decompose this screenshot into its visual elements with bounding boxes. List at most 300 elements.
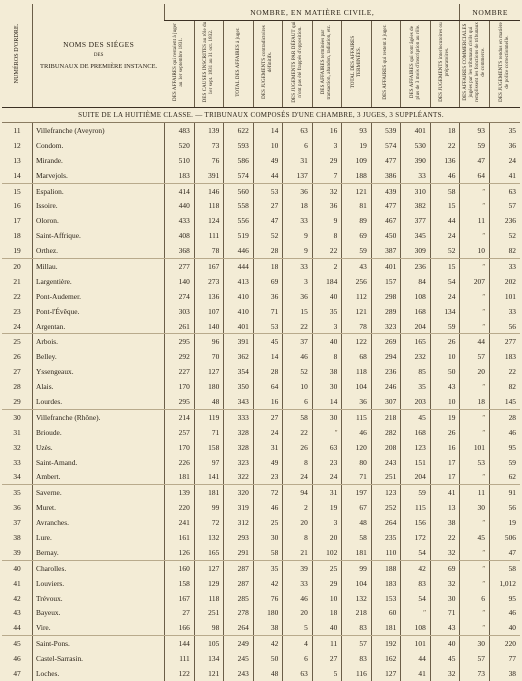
value-cell: 467 [371, 213, 401, 228]
value-cell: 41 [401, 666, 431, 681]
column-header [371, 21, 401, 108]
value-cell: 539 [371, 123, 401, 138]
value-cell: 19 [312, 500, 342, 515]
value-cell: 203 [401, 394, 431, 409]
table-row [2, 183, 520, 198]
value-cell: 18 [253, 259, 283, 274]
value-cell: 18 [430, 123, 460, 138]
table-row [2, 198, 520, 213]
value-cell: 287 [224, 576, 254, 591]
value-cell: 312 [224, 515, 254, 530]
value-cell: 31 [312, 485, 342, 500]
tribunal-name: Espalion. [33, 183, 165, 198]
value-cell: 188 [342, 168, 372, 183]
value-cell: 35 [489, 123, 520, 138]
value-cell: 52 [430, 243, 460, 258]
value-cell: 43 [430, 620, 460, 635]
value-cell: 11 [460, 213, 490, 228]
row-number: 40 [13, 563, 21, 573]
value-cell: 67 [342, 500, 372, 515]
value-cell: 33 [489, 259, 520, 274]
row-number: 30 [13, 412, 21, 422]
value-cell: 204 [401, 469, 431, 484]
value-cell: 243 [371, 455, 401, 470]
value-cell: 343 [224, 394, 254, 409]
value-cell: 168 [401, 425, 431, 440]
value-cell: 28 [253, 243, 283, 258]
table-row [2, 123, 520, 138]
row-number: 28 [13, 382, 21, 392]
value-cell: 127 [194, 560, 224, 575]
table-row [2, 469, 520, 484]
value-cell: 294 [371, 349, 401, 364]
value-cell: 7 [312, 168, 342, 183]
value-cell: 112 [342, 289, 372, 304]
value-cell: 97 [194, 455, 224, 470]
value-cell: 204 [401, 319, 431, 334]
value-cell: 76 [194, 153, 224, 168]
value-cell: 29 [312, 153, 342, 168]
value-cell: 8 [283, 530, 313, 545]
value-cell: 136 [430, 153, 460, 168]
value-cell: 3 [283, 274, 313, 289]
column-header-label: TOTAL DES AFFAIRES à juger. [235, 27, 241, 97]
value-cell: 227 [165, 364, 195, 379]
value-cell: 18 [312, 606, 342, 621]
value-cell: 132 [194, 530, 224, 545]
column-header-label: DES AFFAIRES qui restent à juger. [383, 24, 389, 100]
value-cell: 183 [371, 576, 401, 591]
civil-group-header: NOMBRE, EN MATIÈRE CIVILE, [165, 4, 460, 21]
tribunal-name: Avranches. [33, 515, 165, 530]
value-cell: 319 [224, 500, 254, 515]
value-cell: 277 [165, 259, 195, 274]
value-cell: 36 [342, 394, 372, 409]
value-cell: 165 [401, 334, 431, 349]
value-cell: 273 [194, 274, 224, 289]
value-cell: 251 [194, 606, 224, 621]
value-cell: 53 [253, 319, 283, 334]
value-cell: 42 [401, 560, 431, 575]
row-number: 23 [13, 306, 21, 316]
value-cell: 40 [312, 620, 342, 635]
table-row [2, 606, 520, 621]
value-cell: 59 [430, 319, 460, 334]
value-cell: 36 [489, 138, 520, 153]
value-cell: 401 [224, 319, 254, 334]
value-cell: 140 [194, 319, 224, 334]
value-cell: 84 [401, 274, 431, 289]
value-cell: 345 [401, 228, 431, 243]
column-header-label: TOTAL DES AFFAIRES TERMINÉES. [350, 35, 362, 89]
row-number: 15 [13, 186, 21, 196]
value-cell: 354 [224, 364, 254, 379]
value-cell: 31 [253, 440, 283, 455]
section-title: SUITE DE LA HUITIÈME CLASSE. — TRIBUNAUX COMPOSÉS D'UNE CHAMBRE, 3 JUGES, 3 SUPPLÉANTS. [2, 108, 520, 123]
column-header [342, 21, 372, 108]
value-cell: 413 [224, 274, 254, 289]
value-cell: 27 [165, 606, 195, 621]
value-cell: 107 [194, 304, 224, 319]
value-cell: ″ [460, 576, 490, 591]
value-cell: 58 [430, 183, 460, 198]
value-cell: 16 [430, 440, 460, 455]
table-row [2, 168, 520, 183]
value-cell: 22 [312, 243, 342, 258]
value-cell: ″ [460, 289, 490, 304]
tribunal-name: Arbois. [33, 334, 165, 349]
column-header [165, 21, 195, 108]
row-number: 24 [2, 319, 33, 334]
value-cell: ″ [312, 425, 342, 440]
value-cell: 295 [165, 394, 195, 409]
value-cell: 122 [342, 334, 372, 349]
value-cell: 6 [460, 591, 490, 606]
value-cell: 197 [342, 485, 372, 500]
value-cell: 11 [460, 485, 490, 500]
value-cell: 104 [342, 576, 372, 591]
value-cell: 401 [371, 259, 401, 274]
value-cell: 322 [224, 469, 254, 484]
value-cell: 170 [165, 379, 195, 394]
value-cell: 25 [312, 560, 342, 575]
value-cell: 110 [371, 545, 401, 560]
value-cell: 32 [430, 576, 460, 591]
value-cell: ″ [460, 228, 490, 243]
value-cell: 15 [283, 304, 313, 319]
value-cell: 446 [224, 243, 254, 258]
value-cell: 558 [224, 198, 254, 213]
value-cell: 4 [283, 636, 313, 651]
value-cell: 32 [430, 666, 460, 681]
column-header-label: DES JUGEMENTS rendus en matière de police correctionnelle. [498, 22, 510, 102]
value-cell: 46 [283, 349, 313, 364]
value-cell: 320 [224, 485, 254, 500]
value-cell: 188 [371, 560, 401, 575]
column-header-label: DES CAUSES INSCRITES au rôle du 1er sept. 1831 au 31 oct. 1832. [203, 21, 215, 103]
value-cell: 47 [253, 213, 283, 228]
value-cell: 218 [342, 606, 372, 621]
column-header [253, 21, 283, 108]
value-cell: 309 [401, 243, 431, 258]
value-cell: 391 [194, 168, 224, 183]
value-cell: 24 [253, 425, 283, 440]
value-cell: 101 [489, 289, 520, 304]
value-cell: 1,012 [489, 576, 520, 591]
value-cell: 111 [165, 651, 195, 666]
value-cell: 80 [342, 455, 372, 470]
value-cell: 140 [165, 274, 195, 289]
value-cell: 137 [283, 168, 313, 183]
value-cell: 136 [194, 289, 224, 304]
value-cell: 83 [342, 651, 372, 666]
value-cell: 8 [312, 349, 342, 364]
value-cell: 10 [312, 591, 342, 606]
value-cell: 42 [253, 636, 283, 651]
value-cell: 69 [430, 560, 460, 575]
value-cell: 5 [312, 666, 342, 681]
value-cell: 37 [283, 334, 313, 349]
tribunal-name: Argentan. [33, 319, 165, 334]
value-cell: 63 [489, 183, 520, 198]
value-cell: 39 [283, 560, 313, 575]
value-cell: 83 [342, 620, 372, 635]
value-cell: 98 [194, 620, 224, 635]
row-number: 37 [13, 518, 21, 528]
table-body [2, 108, 520, 681]
right-group-header: NOMBRE [460, 4, 520, 21]
value-cell: 29 [312, 576, 342, 591]
tribunal-name: Bernay. [33, 545, 165, 560]
value-cell: 252 [371, 500, 401, 515]
value-cell: 127 [194, 364, 224, 379]
value-cell: 192 [371, 636, 401, 651]
value-cell: 165 [194, 545, 224, 560]
section-row [2, 108, 520, 123]
value-cell: 36 [283, 183, 313, 198]
value-cell: 26 [430, 425, 460, 440]
value-cell: 9 [283, 243, 313, 258]
value-cell: 20 [283, 606, 313, 621]
value-cell: 181 [371, 620, 401, 635]
value-cell: 53 [253, 183, 283, 198]
value-cell: 46 [342, 425, 372, 440]
tribunal-name: Castel-Sarrasin. [33, 651, 165, 666]
value-cell: 129 [194, 576, 224, 591]
value-cell: 166 [165, 620, 195, 635]
table-row [2, 545, 520, 560]
value-cell: 101 [460, 440, 490, 455]
value-cell: 333 [224, 409, 254, 424]
value-cell: 170 [165, 440, 195, 455]
row-number: 26 [13, 352, 21, 362]
value-cell: 295 [165, 334, 195, 349]
value-cell: 69 [342, 228, 372, 243]
value-cell: 9 [283, 228, 313, 243]
value-cell: ″ [460, 620, 490, 635]
value-cell: 328 [224, 425, 254, 440]
value-cell: 132 [342, 591, 372, 606]
value-cell: 368 [165, 243, 195, 258]
value-cell: 257 [165, 425, 195, 440]
value-cell: 22 [283, 425, 313, 440]
column-header [224, 21, 254, 108]
value-cell: 3 [312, 515, 342, 530]
value-cell: 350 [224, 379, 254, 394]
value-cell: 307 [371, 394, 401, 409]
value-cell: 28 [489, 409, 520, 424]
value-cell: 48 [342, 515, 372, 530]
value-cell: 50 [253, 651, 283, 666]
tribunal-name: Largentière. [33, 274, 165, 289]
table-row [2, 440, 520, 455]
tribunal-name: Brioude. [33, 425, 165, 440]
value-cell: 414 [165, 183, 195, 198]
value-cell: 54 [401, 591, 431, 606]
value-cell: 47 [489, 545, 520, 560]
value-cell: 49 [253, 455, 283, 470]
value-cell: 41 [430, 485, 460, 500]
table-row [2, 274, 520, 289]
tribunal-name: Orthez. [33, 243, 165, 258]
value-cell: 586 [224, 153, 254, 168]
value-cell: 101 [401, 636, 431, 651]
value-cell: 27 [253, 409, 283, 424]
value-cell: 95 [489, 591, 520, 606]
value-cell: 160 [165, 560, 195, 575]
table-row [2, 576, 520, 591]
value-cell: 35 [253, 560, 283, 575]
value-cell: 38 [253, 620, 283, 635]
value-cell: ″ [460, 515, 490, 530]
value-cell: 20 [283, 515, 313, 530]
value-cell: 31 [283, 153, 313, 168]
value-cell: 18 [283, 198, 313, 213]
value-cell: 139 [194, 123, 224, 138]
row-number: 18 [13, 231, 21, 241]
column-header-label: DES AFFAIRES qui restaient à juger au 1er septembre 1831. [173, 23, 185, 101]
value-cell: 36 [283, 289, 313, 304]
value-cell: 410 [224, 304, 254, 319]
value-cell: 11 [312, 636, 342, 651]
value-cell: 261 [165, 319, 195, 334]
value-cell: 298 [371, 289, 401, 304]
value-cell: 126 [165, 545, 195, 560]
value-cell: 180 [194, 379, 224, 394]
column-header-label: DES AFFAIRES terminées par transaction, abandon, radiation, etc. [321, 24, 333, 100]
tribunal-name: Villefranche (Aveyron) [33, 123, 165, 138]
table-row [2, 138, 520, 153]
table-row [2, 485, 520, 500]
names-column-header [33, 4, 165, 108]
value-cell: 408 [165, 228, 195, 243]
row-number: 39 [2, 545, 33, 560]
value-cell: 18 [460, 394, 490, 409]
value-cell: 30 [312, 409, 342, 424]
value-cell: 45 [401, 409, 431, 424]
value-cell: 16 [253, 394, 283, 409]
value-cell: 40 [489, 620, 520, 635]
value-cell: 81 [342, 198, 372, 213]
value-cell: 54 [430, 274, 460, 289]
row-number: 14 [2, 168, 33, 183]
row-number: 44 [2, 620, 33, 635]
value-cell: 202 [489, 274, 520, 289]
value-cell: 24 [283, 469, 313, 484]
table-row [2, 591, 520, 606]
row-number: 42 [13, 593, 21, 603]
value-cell: 30 [430, 591, 460, 606]
value-cell: 10 [430, 394, 460, 409]
value-cell: ″ [460, 198, 490, 213]
value-cell: 167 [194, 259, 224, 274]
value-cell: 121 [342, 304, 372, 319]
value-cell: 48 [194, 394, 224, 409]
order-column-header [2, 4, 33, 108]
value-cell: 93 [460, 123, 490, 138]
value-cell: 278 [224, 606, 254, 621]
table-row [2, 394, 520, 409]
value-cell: 35 [401, 379, 431, 394]
value-cell: 235 [371, 530, 401, 545]
value-cell: 390 [401, 153, 431, 168]
value-cell: 50 [430, 364, 460, 379]
value-cell: 144 [165, 636, 195, 651]
value-cell: 24 [430, 228, 460, 243]
value-cell: 23 [253, 469, 283, 484]
tribunal-name: Trévoux. [33, 591, 165, 606]
value-cell: 123 [371, 485, 401, 500]
value-cell: 560 [224, 183, 254, 198]
value-cell: 58 [342, 530, 372, 545]
value-cell: 440 [165, 198, 195, 213]
value-cell: 115 [401, 500, 431, 515]
value-cell: 433 [165, 213, 195, 228]
row-number: 45 [13, 639, 21, 649]
value-cell: ″ [460, 560, 490, 575]
tribunal-name: Villefranche (Rhône). [33, 409, 165, 424]
value-cell: ″ [460, 379, 490, 394]
tribunal-name: Uzès. [33, 440, 165, 455]
value-cell: 277 [489, 334, 520, 349]
value-cell: 22 [489, 364, 520, 379]
value-cell: 256 [342, 274, 372, 289]
value-cell: 14 [312, 394, 342, 409]
value-cell: 121 [342, 183, 372, 198]
column-header-label: DES AFFAIRES COMMERCIALES jugées par les tribunaux civils qui remplissent les fonctions de tribunaux de commerce. [462, 22, 486, 102]
value-cell: 510 [165, 153, 195, 168]
table-row [2, 409, 520, 424]
value-cell: 310 [401, 183, 431, 198]
value-cell: 109 [342, 153, 372, 168]
value-cell: 52 [283, 364, 313, 379]
value-cell: 291 [224, 545, 254, 560]
table-row [2, 228, 520, 243]
value-cell: ″ [460, 425, 490, 440]
value-cell: 36 [253, 289, 283, 304]
value-cell: 10 [430, 349, 460, 364]
value-cell: 10 [283, 379, 313, 394]
value-cell: 71 [253, 304, 283, 319]
value-cell: 208 [371, 440, 401, 455]
value-cell: 287 [224, 560, 254, 575]
value-cell: ″ [460, 606, 490, 621]
value-cell: 108 [401, 620, 431, 635]
row-number: 13 [13, 155, 21, 165]
value-cell: 33 [489, 304, 520, 319]
value-cell: 622 [224, 123, 254, 138]
tribunal-name: Lure. [33, 530, 165, 545]
value-cell: 382 [401, 198, 431, 213]
tribunal-statistics-table [2, 4, 520, 681]
value-cell: 167 [165, 591, 195, 606]
value-cell: 42 [253, 576, 283, 591]
value-cell: 19 [342, 138, 372, 153]
value-cell: 245 [224, 651, 254, 666]
value-cell: 180 [253, 606, 283, 621]
row-number: 27 [13, 367, 21, 377]
value-cell: 99 [194, 500, 224, 515]
value-cell: 57 [460, 349, 490, 364]
row-number: 35 [13, 488, 21, 498]
value-cell: 282 [371, 425, 401, 440]
value-cell: 43 [430, 379, 460, 394]
table-row [2, 243, 520, 258]
value-cell: 47 [460, 153, 490, 168]
value-cell: 57 [342, 636, 372, 651]
value-cell: 64 [460, 168, 490, 183]
tribunal-name: Pont-l'Évêque. [33, 304, 165, 319]
